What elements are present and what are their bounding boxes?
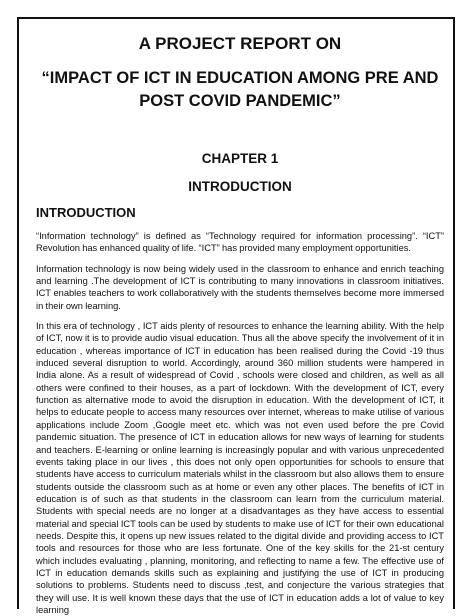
chapter-number: CHAPTER 1 xyxy=(201,151,279,166)
section-heading: INTRODUCTION xyxy=(36,205,136,220)
paragraph-era-of-technology: In this era of technology , ICT aids plenty of resources to enhance the learning ability. With the help of ICT, now it is to provide audio visual education. Thus all the above specify the involvement of it in education , whereas importance of ICT in education has been realised during the Covid -19 thus induced several disruption to world. Accordingly, around 360 million students were hampered in India alone. As a result of widespread of Covid , schools were closed and children, as well as all others were confined to their houses, as a part of lockdown. With the development of ICT, every function as alternative mode to avoid the disruption in education. With the development of ICT, it helps to educate people to access many resources over internet, whereas to make utilise of various applications include Zoom ,Google meet etc. which was not even used before the pre Covid pandemic situation. The presence of ICT in education allows for new ways of learning for students and teachers. E-learning or online learning is increasingly popular and with various unprecedented events taking place in our lives , this does not only open opportunities for schools to ensure that students have access to curriculum materials whilst in the classroom but also allows them to ensure students outside the classroom such as at home or even any other places. The benefits of ICT in education is of such as that students in the classroom can learn from the curriculum material. Students with special needs are no longer at a disadvantages as they have access to essential material and special ICT tools can be used by students to make use of ICT for their own educational needs. Despite this, it opens up new issues related to the digital divide and providing access to ICT tools and resources for those who are less fortunate. One of the key skills for the 21-st century which includes evaluating , planning, monitoring, and reflecting to name a few. The effective use of ICT in education demands skills such as explaining and justifying the use of ICT in producing solutions to problems. Students need to discuss ,test, and conjecture the various strategies that they will use. It is well known these days that the use of ICT in education adds a lot of value to key learning xyxy=(36,321,444,615)
document-body xyxy=(36,34,444,616)
chapter-title: INTRODUCTION xyxy=(188,179,292,194)
paragraph-classroom-use: Information technology is now being widely used in the classroom to enhance and enrich teaching and learning .The development of ICT is contributing to many innovations in classroom initiatives. ICT enables teachers to work collaboratively with the students themselves become more immersed in their own learning. xyxy=(36,263,444,311)
report-label: A PROJECT REPORT ON xyxy=(138,34,342,53)
report-title: “IMPACT OF ICT IN EDUCATION AMONG PRE AND POST COVID PANDEMIC” xyxy=(41,69,439,110)
paragraph-definition: “Information technology” is defined as “Technology required for information processing”. “ICT” Revolution has enhanced quality of life. “ICT” has provided many employment opportunities. xyxy=(36,231,444,254)
